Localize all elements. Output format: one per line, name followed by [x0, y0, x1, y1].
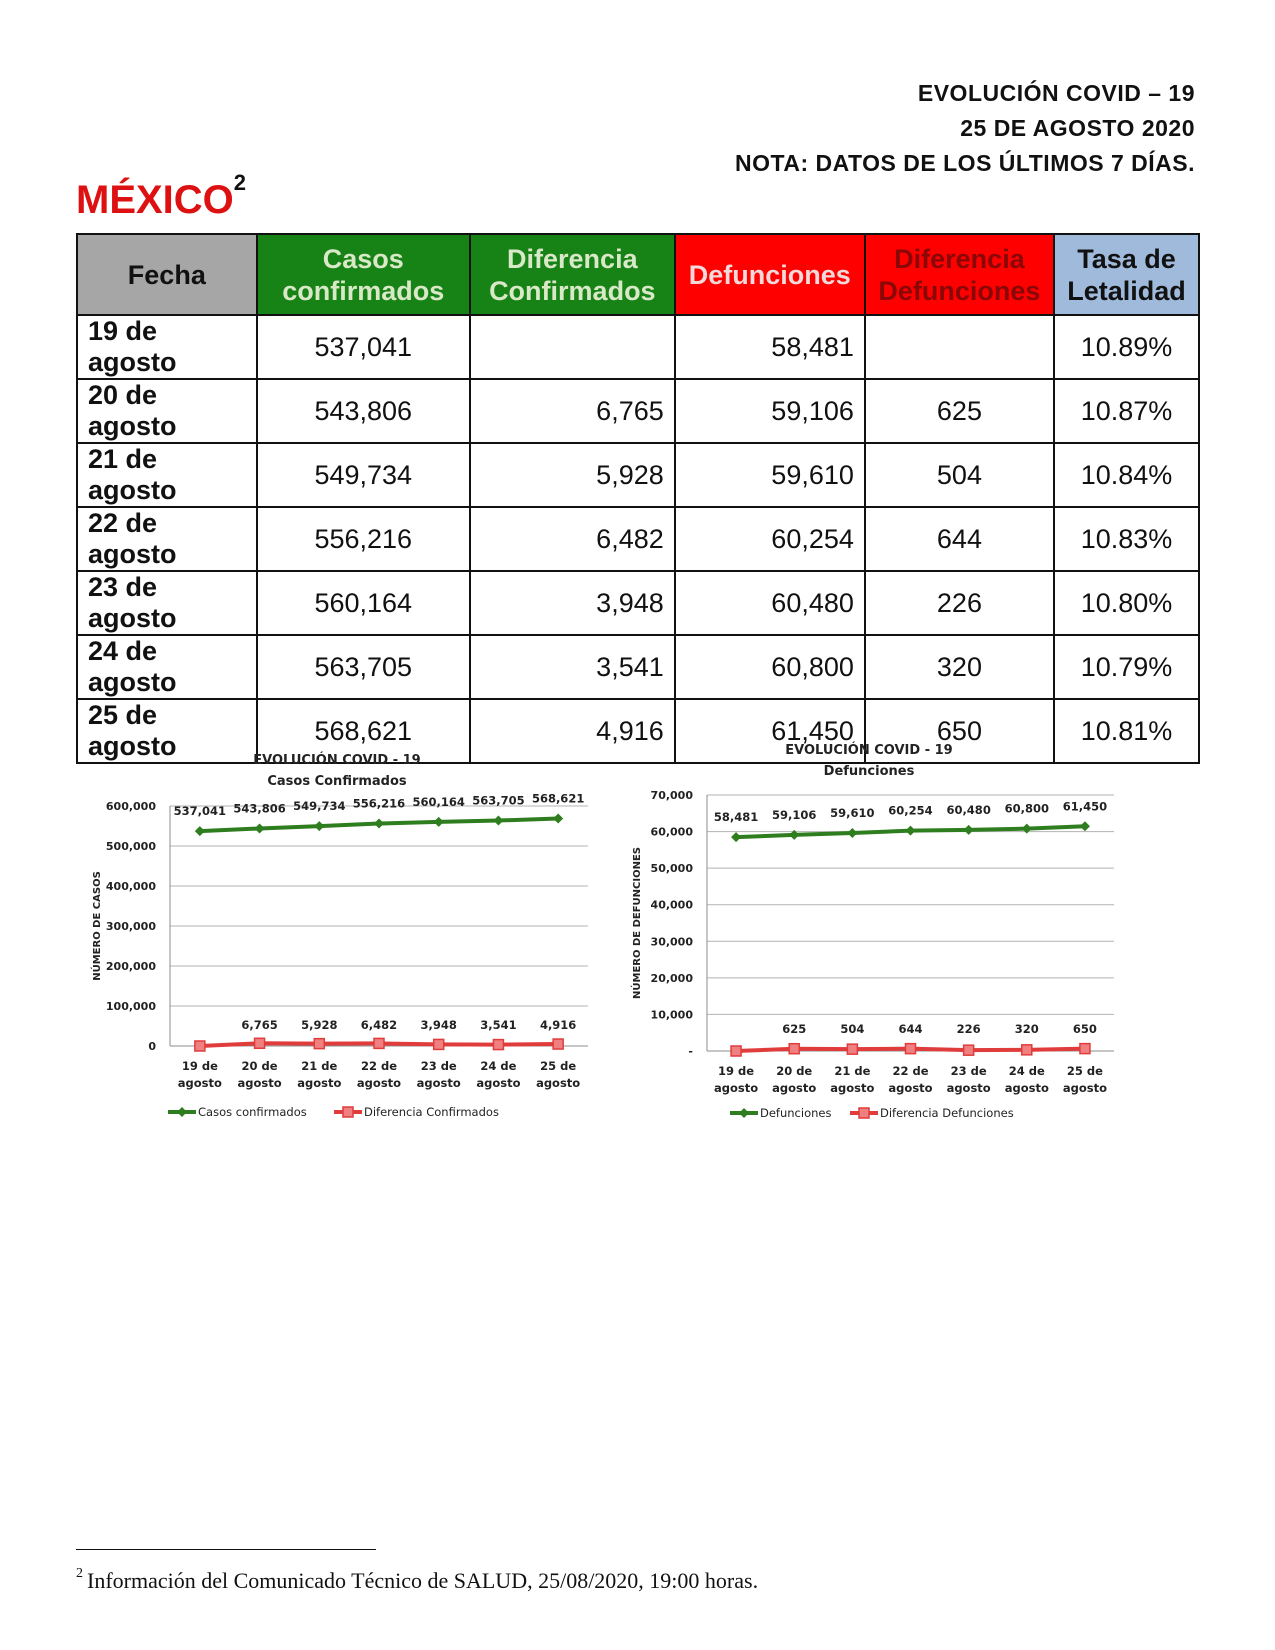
table-row — [77, 571, 1199, 635]
data-point — [493, 1040, 503, 1050]
cell-dif-confirmados: 3,541 — [470, 635, 675, 699]
cell-letalidad: 10.84% — [1054, 443, 1199, 507]
cell-defunciones: 58,481 — [675, 315, 865, 379]
report-header — [735, 76, 1195, 181]
cell-letalidad: 10.83% — [1054, 507, 1199, 571]
cell-defunciones: 60,254 — [675, 507, 865, 571]
x-tick-label: 25 de agosto — [536, 1059, 581, 1090]
covid-data-table — [76, 233, 1200, 764]
cell-dif-confirmados: 5,928 — [470, 443, 675, 507]
cell-fecha: 19 de agosto — [77, 315, 257, 379]
data-label: 504 — [840, 1022, 865, 1036]
x-tick-label: 24 de agosto — [476, 1059, 521, 1090]
data-label: 4,916 — [539, 1018, 577, 1032]
cell-letalidad: 10.80% — [1054, 571, 1199, 635]
x-tick-label: 19 de agosto — [714, 1064, 759, 1095]
cell-defunciones: 60,480 — [675, 571, 865, 635]
cell-dif-confirmados: 3,948 — [470, 571, 675, 635]
cell-letalidad: 10.87% — [1054, 379, 1199, 443]
chart-defunciones-svg — [622, 730, 1182, 1140]
footnote-text: Información del Comunicado Técnico de SALUD, 25/08/2020, 19:00 horas. — [87, 1568, 759, 1593]
cell-dif-defunciones: 504 — [865, 443, 1054, 507]
chart-casos-confirmados — [82, 740, 612, 1140]
cell-dif-defunciones: 650 — [865, 699, 1054, 763]
report-date: 25 DE AGOSTO 2020 — [960, 115, 1195, 141]
cell-dif-confirmados: 6,765 — [470, 379, 675, 443]
cell-defunciones: 59,106 — [675, 379, 865, 443]
cell-defunciones: 60,800 — [675, 635, 865, 699]
report-title: EVOLUCIÓN COVID – 19 — [917, 80, 1195, 106]
table-row — [77, 635, 1199, 699]
x-tick-label: 24 de agosto — [1004, 1064, 1049, 1095]
data-point — [1022, 824, 1032, 834]
data-point — [195, 826, 205, 836]
header-casos-confirmados: Casos confirmados — [257, 234, 470, 315]
data-label: 61,450 — [1062, 799, 1108, 814]
x-tick-label: 21 de agosto — [830, 1064, 875, 1095]
country-heading — [76, 170, 247, 223]
data-point — [255, 1038, 265, 1048]
header-diferencia-defunciones: Diferencia Defunciones — [865, 234, 1054, 315]
data-label: 563,705 — [472, 793, 525, 808]
y-tick-label: 0 — [148, 1040, 156, 1053]
y-tick-label: 300,000 — [105, 920, 156, 933]
y-tick-label: 30,000 — [650, 935, 693, 949]
data-point — [374, 1038, 384, 1048]
data-label: 3,541 — [480, 1018, 517, 1032]
x-tick-label: 22 de agosto — [356, 1059, 402, 1090]
chart-title: EVOLUCIÓN COVID - 19 — [785, 743, 953, 758]
data-point — [195, 1041, 205, 1051]
y-axis-label: NÚMERO DE DEFUNCIONES — [632, 847, 643, 999]
footnote-separator — [76, 1549, 376, 1550]
header-defunciones: Defunciones — [675, 234, 865, 315]
data-label: 59,106 — [772, 807, 817, 822]
data-point — [1022, 1045, 1032, 1055]
x-tick-label: 23 de agosto — [416, 1059, 461, 1090]
header-tasa-letalidad: Tasa de Letalidad — [1054, 234, 1199, 315]
data-point — [314, 821, 324, 831]
data-point — [434, 817, 444, 827]
legend-marker — [177, 1107, 187, 1117]
cell-dif-confirmados: 6,482 — [470, 507, 675, 571]
data-point — [731, 1046, 741, 1056]
y-tick-label: 50,000 — [650, 862, 693, 876]
header-diferencia-confirmados: Diferencia Confirmados — [470, 234, 675, 315]
data-label: 3,948 — [420, 1018, 457, 1032]
data-point — [553, 814, 563, 824]
cell-casos: 563,705 — [257, 635, 470, 699]
y-tick-label: 20,000 — [650, 971, 693, 985]
legend-marker — [343, 1107, 353, 1117]
data-label: 537,041 — [173, 804, 227, 819]
cell-fecha: 22 de agosto — [77, 507, 257, 571]
cell-casos: 549,734 — [257, 443, 470, 507]
x-tick-label: 23 de agosto — [946, 1064, 991, 1095]
data-point — [493, 816, 503, 826]
cell-fecha: 23 de agosto — [77, 571, 257, 635]
cell-casos: 560,164 — [257, 571, 470, 635]
cell-letalidad: 10.79% — [1054, 635, 1199, 699]
legend-marker — [859, 1108, 869, 1118]
country-name: MÉXICO — [76, 178, 234, 222]
data-label: 6,765 — [241, 1018, 278, 1032]
data-point — [847, 1044, 857, 1054]
cell-casos: 543,806 — [257, 379, 470, 443]
y-tick-label: 100,000 — [105, 1000, 156, 1013]
data-label: 58,481 — [713, 810, 759, 825]
legend-label: Diferencia Confirmados — [364, 1105, 499, 1119]
cell-casos: 537,041 — [257, 315, 470, 379]
data-point — [374, 819, 384, 829]
cell-defunciones: 61,450 — [675, 699, 865, 763]
x-tick-label: 19 de agosto — [177, 1059, 222, 1090]
y-tick-label: 600,000 — [105, 800, 156, 813]
data-point — [255, 823, 265, 833]
chart-casos-svg — [82, 740, 612, 1140]
cell-fecha: 21 de agosto — [77, 443, 257, 507]
x-tick-label: 20 de agosto — [237, 1059, 282, 1090]
table-row — [77, 443, 1199, 507]
legend-marker — [739, 1108, 749, 1118]
legend-label: Diferencia Defunciones — [880, 1106, 1014, 1120]
data-point — [906, 826, 916, 836]
chart-defunciones — [622, 730, 1182, 1140]
cell-defunciones: 59,610 — [675, 443, 865, 507]
cell-letalidad: 10.81% — [1054, 699, 1199, 763]
table-row — [77, 507, 1199, 571]
cell-fecha: 25 de agosto — [77, 699, 257, 763]
cell-dif-defunciones — [865, 315, 1054, 379]
data-label: 60,800 — [1004, 801, 1049, 816]
y-axis-label: NÚMERO DE CASOS — [92, 871, 103, 981]
data-label: 59,610 — [830, 805, 875, 820]
data-point — [906, 1044, 916, 1054]
cell-fecha: 24 de agosto — [77, 635, 257, 699]
data-label: 568,621 — [531, 791, 585, 806]
x-tick-label: 20 de agosto — [772, 1064, 817, 1095]
cell-dif-defunciones: 625 — [865, 379, 1054, 443]
chart-title: EVOLUCIÓN COVID - 19 — [253, 753, 421, 768]
y-tick-label: 200,000 — [105, 960, 156, 973]
data-label: 543,806 — [233, 801, 286, 816]
report-note: NOTA: DATOS DE LOS ÚLTIMOS 7 DÍAS. — [735, 150, 1195, 176]
y-tick-label: 60,000 — [650, 825, 693, 839]
data-point — [434, 1039, 444, 1049]
y-tick-label: 10,000 — [650, 1008, 693, 1022]
footnote — [76, 1568, 758, 1594]
data-point — [553, 1039, 563, 1049]
cell-letalidad: 10.89% — [1054, 315, 1199, 379]
cell-casos: 556,216 — [257, 507, 470, 571]
data-point — [847, 828, 857, 838]
y-tick-label: 70,000 — [650, 789, 693, 802]
data-label: 556,216 — [352, 796, 406, 811]
data-point — [314, 1039, 324, 1049]
table-header-row — [77, 234, 1199, 315]
table-row — [77, 379, 1199, 443]
data-point — [964, 825, 974, 835]
footnote-reference: 2 — [233, 170, 247, 195]
legend-label: Defunciones — [760, 1106, 832, 1120]
y-tick-label: 40,000 — [650, 898, 693, 912]
data-label: 5,928 — [301, 1018, 338, 1032]
data-label: 226 — [956, 1022, 981, 1036]
y-tick-label: - — [688, 1045, 693, 1058]
data-label: 625 — [782, 1022, 807, 1036]
chart-subtitle: Defunciones — [823, 764, 915, 779]
x-tick-label: 21 de agosto — [297, 1059, 342, 1090]
header-fecha: Fecha — [77, 234, 257, 315]
chart-subtitle: Casos Confirmados — [267, 774, 407, 789]
cell-dif-defunciones: 320 — [865, 635, 1054, 699]
data-label: 644 — [898, 1022, 923, 1036]
data-label: 60,480 — [946, 802, 991, 817]
data-point — [1080, 821, 1090, 831]
data-point — [731, 832, 741, 842]
footnote-number: 2 — [76, 1566, 83, 1581]
data-label: 650 — [1072, 1022, 1097, 1036]
cell-casos: 568,621 — [257, 699, 470, 763]
data-label: 549,734 — [293, 799, 346, 814]
y-tick-label: 400,000 — [105, 880, 156, 893]
cell-dif-defunciones: 226 — [865, 571, 1054, 635]
table-row — [77, 315, 1199, 379]
cell-dif-confirmados — [470, 315, 675, 379]
cell-dif-defunciones: 644 — [865, 507, 1054, 571]
cell-fecha: 20 de agosto — [77, 379, 257, 443]
x-tick-label: 25 de agosto — [1062, 1064, 1107, 1095]
data-label: 320 — [1014, 1022, 1039, 1036]
data-label: 60,254 — [888, 803, 933, 818]
data-point — [789, 1044, 799, 1054]
data-label: 560,164 — [412, 794, 465, 809]
y-tick-label: 500,000 — [105, 840, 156, 853]
data-point — [964, 1045, 974, 1055]
legend-label: Casos confirmados — [198, 1105, 307, 1119]
data-point — [1080, 1044, 1090, 1054]
x-tick-label: 22 de agosto — [888, 1064, 933, 1095]
cell-dif-confirmados: 4,916 — [470, 699, 675, 763]
data-label: 6,482 — [360, 1018, 398, 1032]
